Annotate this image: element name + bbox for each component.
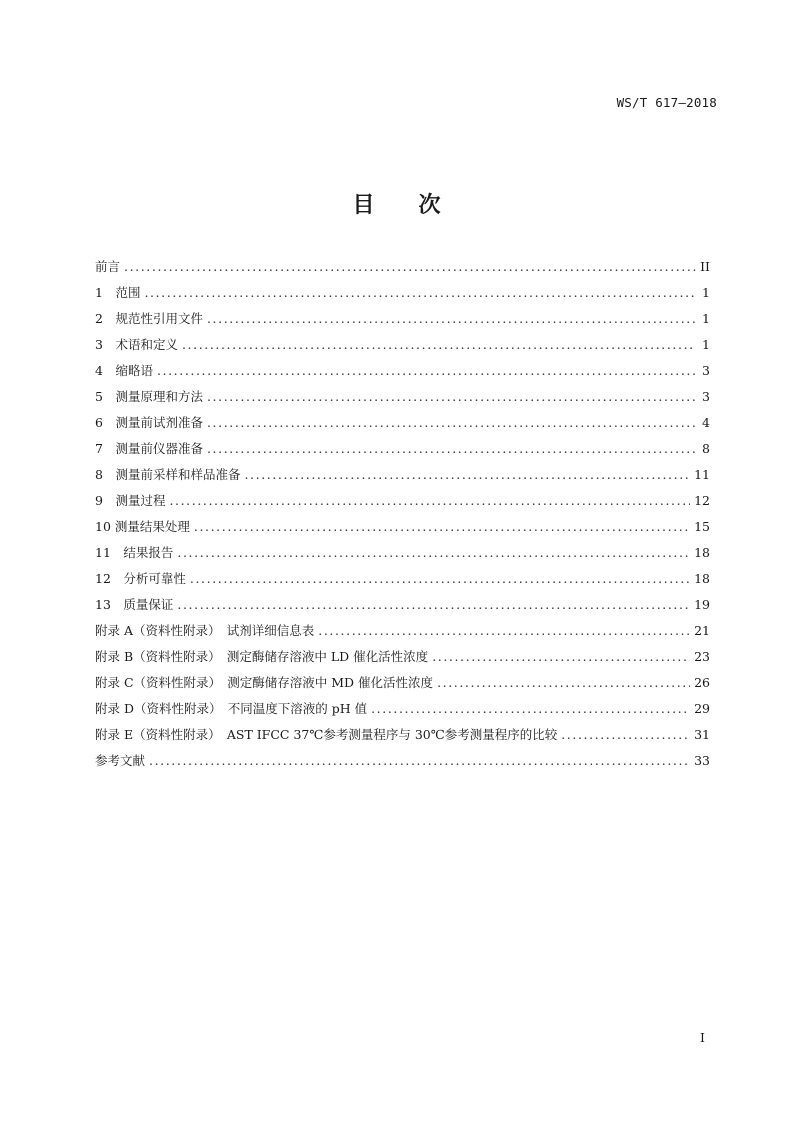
toc-entry-label: 2 规范性引用文件 [95,311,203,326]
toc-entry-page: 18 [694,571,710,586]
toc-entry[interactable] [95,384,710,410]
toc-entry[interactable] [95,670,710,696]
toc-entry-label: 12 分析可靠性 [95,571,186,586]
toc-entry-page: 3 [702,363,710,378]
toc-entry-label: 前言 [95,259,121,274]
toc-entry-label: 11 结果报告 [95,545,174,560]
toc-entry-page: 12 [694,493,710,508]
toc-dot-leader [207,410,696,436]
toc-dot-leader [371,696,690,722]
toc-entry-page: 8 [702,441,710,456]
toc-entry[interactable] [95,592,710,618]
toc-dot-leader [177,592,690,618]
toc-entry[interactable] [95,618,710,644]
toc-entry-label: 7 测量前仪器准备 [95,441,203,456]
toc-entry[interactable] [95,488,710,514]
toc-entry-page: 1 [702,337,710,352]
toc-dot-leader [194,514,690,540]
toc-entry[interactable] [95,254,710,280]
toc-entry[interactable] [95,410,710,436]
toc-entry-label: 10 测量结果处理 [95,519,190,534]
toc-entry[interactable] [95,644,710,670]
toc-entry-label: 附录 A（资料性附录） 试剂详细信息表 [95,623,315,638]
toc-dot-leader [207,436,696,462]
toc-dot-leader [149,748,690,774]
toc-entry-label: 13 质量保证 [95,597,174,612]
toc-dot-leader [244,462,690,488]
toc-list [95,254,710,774]
toc-dot-leader [318,618,690,644]
toc-entry[interactable] [95,748,710,774]
toc-dot-leader [437,670,690,696]
toc-entry-page: 19 [694,597,710,612]
toc-entry-label: 5 测量原理和方法 [95,389,203,404]
toc-dot-leader [207,306,696,332]
toc-dot-leader [561,722,690,748]
toc-entry-label: 8 测量前采样和样品准备 [95,467,241,482]
toc-entry-label: 4 缩略语 [95,363,153,378]
toc-dot-leader [207,384,696,410]
document-code: WS/T 617—2018 [616,95,717,110]
toc-entry[interactable] [95,540,710,566]
toc-dot-leader [182,332,696,358]
toc-entry[interactable] [95,696,710,722]
toc-entry-page: 1 [702,285,710,300]
page-number: I [700,1030,705,1045]
toc-dot-leader [124,254,696,280]
toc-entry-page: 23 [694,649,710,664]
toc-dot-leader [432,644,690,670]
toc-entry[interactable] [95,566,710,592]
toc-entry-label: 附录 E（资料性附录） AST IFCC 37℃参考测量程序与 30℃参考测量程序的比较 [95,727,558,742]
toc-entry-page: 26 [694,675,710,690]
toc-entry-page: 18 [694,545,710,560]
toc-entry[interactable] [95,722,710,748]
toc-entry-page: 11 [694,467,710,482]
toc-entry-label: 1 范围 [95,285,141,300]
toc-entry[interactable] [95,306,710,332]
toc-entry-label: 6 测量前试剂准备 [95,415,203,430]
toc-entry-label: 参考文献 [95,753,146,768]
toc-entry-page: II [700,259,710,274]
toc-entry-page: 4 [702,415,710,430]
toc-entry-page: 21 [694,623,710,638]
toc-entry[interactable] [95,514,710,540]
toc-entry-page: 15 [694,519,710,534]
toc-dot-leader [144,280,696,306]
toc-entry-label: 附录 C（资料性附录） 测定酶储存溶液中 MD 催化活性浓度 [95,675,434,690]
toc-entry[interactable] [95,436,710,462]
toc-dot-leader [169,488,690,514]
toc-entry[interactable] [95,280,710,306]
toc-entry[interactable] [95,332,710,358]
toc-dot-leader [190,566,690,592]
toc-entry-label: 3 术语和定义 [95,337,178,352]
toc-entry-page: 29 [694,701,710,716]
toc-title: 目次 [352,192,485,218]
toc-dot-leader [157,358,696,384]
toc-entry[interactable] [95,462,710,488]
toc-entry-page: 1 [702,311,710,326]
toc-entry-label: 附录 D（资料性附录） 不同温度下溶液的 pH 值 [95,701,368,716]
toc-entry-page: 33 [694,753,710,768]
toc-dot-leader [177,540,690,566]
toc-entry-label: 附录 B（资料性附录） 测定酶储存溶液中 LD 催化活性浓度 [95,649,429,664]
toc-entry[interactable] [95,358,710,384]
toc-entry-label: 9 测量过程 [95,493,166,508]
toc-entry-page: 3 [702,389,710,404]
toc-entry-page: 31 [694,727,710,742]
